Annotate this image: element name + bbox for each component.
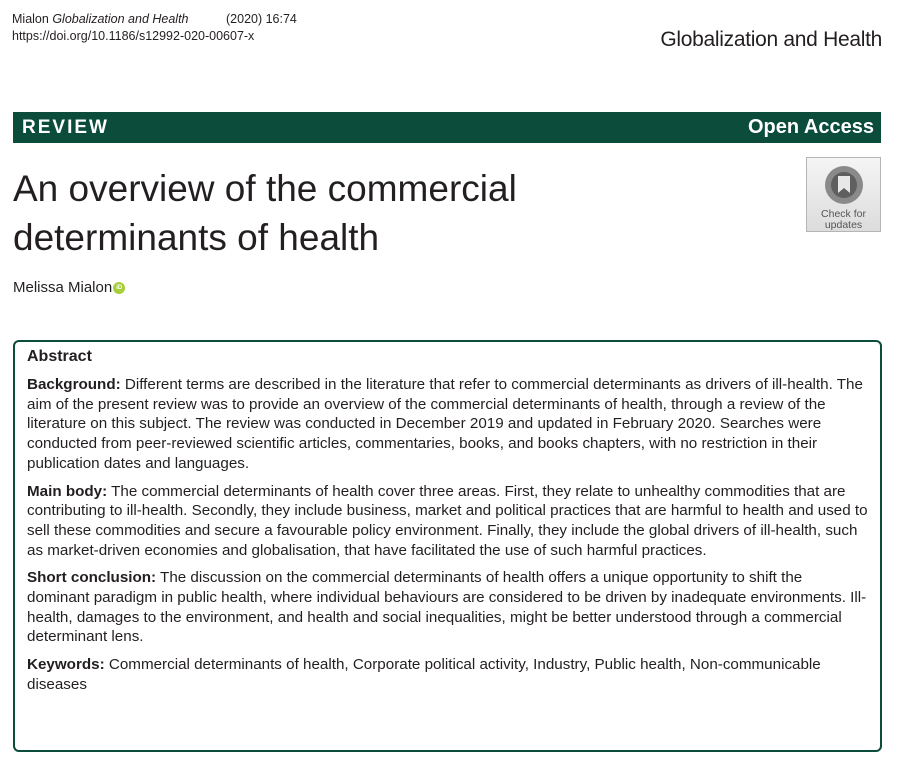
section-text: Commercial determinants of health, Corporate political activity, Industry, Public health, Non-communicable diseases (27, 656, 821, 693)
abstract-background (27, 375, 868, 474)
orcid-icon[interactable]: iD (113, 282, 125, 294)
author-list (13, 279, 125, 296)
abstract-short-conclusion (27, 568, 868, 647)
abstract-box (13, 340, 882, 752)
check-for-updates-label (821, 209, 866, 231)
section-label: Background: (27, 376, 121, 393)
check-for-updates-line1: Check for (821, 208, 866, 220)
citation-year-volume: (2020) 16:74 (226, 12, 297, 26)
section-label: Keywords: (27, 656, 105, 674)
article-type-label: REVIEW (22, 116, 109, 138)
citation-line (12, 11, 297, 28)
citation-header (12, 11, 297, 45)
article-banner (13, 112, 881, 143)
abstract-keywords (27, 655, 868, 694)
section-label: Main body: (27, 482, 108, 500)
open-access-label: Open Access (748, 116, 874, 138)
section-label: Short conclusion: (27, 569, 157, 587)
section-text: The commercial determinants of health cover three areas. First, they relate to unhealthy commodities that are contributing to ill-health. Secondly, they include business, market and political practices that are harmful to health and used to sell these commodities and secure a favourable policy environment. Finally, they include the global drivers of ill-health, such as market-driven economies and globalisation, that have facilitated the use of such harmful practices. (27, 482, 868, 559)
citation-author: Mialon (12, 12, 49, 26)
journal-logo-text: Globalization and Health (660, 28, 882, 51)
doi-link[interactable]: https://doi.org/10.1186/s12992-020-00607-x (12, 29, 255, 43)
article-title: An overview of the commercial determinants of health (13, 168, 517, 258)
citation-journal: Globalization and Health (52, 12, 189, 26)
check-for-updates-button[interactable] (806, 157, 881, 232)
check-for-updates-line2: updates (824, 219, 863, 231)
author-name[interactable]: Melissa Mialon (13, 279, 113, 296)
section-text: The discussion on the commercial determinants of health offers a unique opportunity to shift the dominant paradigm in public health, where individual behaviours are considered to be driven by inadequate environments. Ill-health, damages to the environment, and health and social inequalities, might be better understood through a commercial determinant lens. (27, 569, 867, 646)
section-text: Different terms are described in the literature that refer to commercial determinants as drivers of ill-health. The aim of the present review was to provide an overview of the commercial determinants of health, through a review of the literature on this subject. The review was conducted in December 2019 and updated in February 2020. Searches were conducted from peer-reviewed scientific articles, commentaries, books, and books chapters, with no restriction in their publication dates and languages. (27, 376, 863, 472)
bookmark-icon (823, 164, 865, 206)
abstract-heading: Abstract (27, 348, 92, 365)
abstract-main-body (27, 482, 868, 561)
